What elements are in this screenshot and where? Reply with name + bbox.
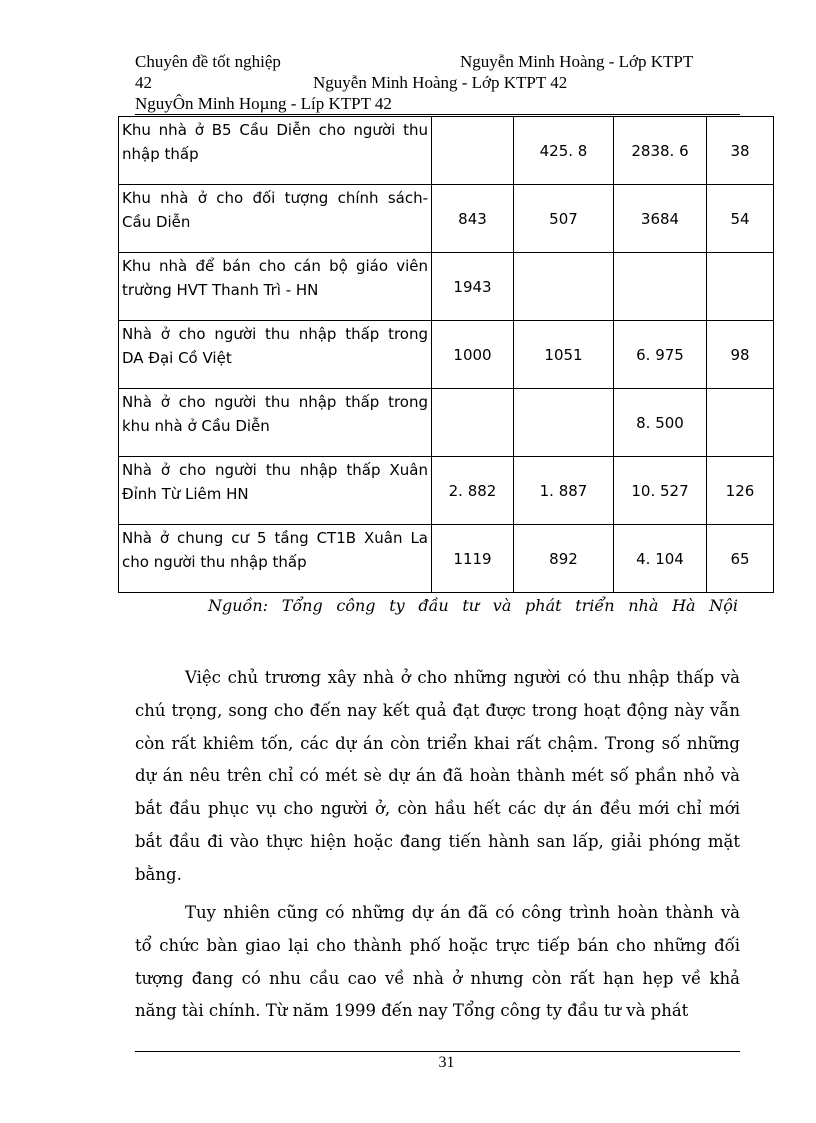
value-cell-c1	[432, 117, 514, 185]
project-name-line: Cầu Diễn	[122, 213, 191, 231]
paragraph-line: bắt đầu đi vào thực hiện hoặc đang tiến hành san lấp, giải phóng mặt	[135, 831, 740, 851]
table-row	[119, 253, 774, 321]
value-cell-c1: 1943	[432, 253, 514, 321]
body-paragraph-2	[135, 897, 740, 1028]
paragraph-line: bằng.	[135, 864, 182, 884]
value-cell-c1	[432, 389, 514, 457]
project-name-line: Khu nhà ở cho đối tượng chính sách-	[122, 189, 428, 207]
table-source-note: Nguồn: Tổng công ty đầu tư và phát triển nhà Hà Nội	[208, 596, 738, 615]
project-name-line: Nhà ở chung cư 5 tầng CT1B Xuân La	[122, 529, 428, 547]
value-cell-c2: 425. 8	[514, 117, 614, 185]
project-name-line: trường HVT Thanh Trì - HN	[122, 281, 319, 299]
project-name-line: DA Đại Cồ Việt	[122, 349, 232, 367]
value-cell-c1: 1119	[432, 525, 514, 593]
header-divider	[135, 114, 740, 115]
project-name-cell	[119, 117, 432, 185]
value-cell-c2: 507	[514, 185, 614, 253]
project-name-line: Khu nhà để bán cho cán bộ giáo viên	[122, 257, 428, 275]
project-name-cell	[119, 185, 432, 253]
paragraph-line: tổ chức bàn giao lại cho thành phố hoặc trực tiếp bán cho những đối	[135, 935, 740, 955]
project-name-line: Nhà ở cho người thu nhập thấp trong	[122, 393, 428, 411]
body-paragraph-1	[135, 662, 740, 892]
footer-divider	[135, 1051, 740, 1052]
header-author-repeat: Nguyễn Minh Hoàng - Lớp KTPT 42	[313, 73, 568, 92]
value-cell-c4: 98	[707, 321, 774, 389]
value-cell-c4	[707, 253, 774, 321]
value-cell-c1: 2. 882	[432, 457, 514, 525]
value-cell-c2	[514, 253, 614, 321]
paragraph-line: còn rất khiêm tốn, các dự án còn triển khai rất chậm. Trong số những	[135, 733, 740, 753]
value-cell-c4: 65	[707, 525, 774, 593]
project-name-line: Nhà ở cho người thu nhập thấp trong	[122, 325, 428, 343]
value-cell-c3: 6. 975	[614, 321, 707, 389]
value-cell-c1: 843	[432, 185, 514, 253]
value-cell-c3: 8. 500	[614, 389, 707, 457]
header-document-type: Chuyên đề tốt nghiệp	[135, 52, 281, 71]
header-class-number: 42	[135, 73, 152, 92]
value-cell-c2: 892	[514, 525, 614, 593]
value-cell-c4	[707, 389, 774, 457]
project-name-line: cho người thu nhập thấp	[122, 553, 307, 571]
project-name-cell	[119, 525, 432, 593]
value-cell-c3: 3684	[614, 185, 707, 253]
value-cell-c3: 2838. 6	[614, 117, 707, 185]
value-cell-c3: 10. 527	[614, 457, 707, 525]
value-cell-c4: 38	[707, 117, 774, 185]
paragraph-line: dự án nêu trên chỉ có mét sè dự án đã hoàn thành mét số phần nhỏ và	[135, 766, 740, 786]
project-name-line: Khu nhà ở B5 Cầu Diễn cho người thu	[122, 121, 428, 139]
value-cell-c4: 54	[707, 185, 774, 253]
value-cell-c2: 1. 887	[514, 457, 614, 525]
project-name-line: Đỉnh Từ Liêm HN	[122, 485, 249, 503]
paragraph-line: năng tài chính. Từ năm 1999 đến nay Tổng công ty đầu tư và phát	[135, 1001, 689, 1021]
value-cell-c2: 1051	[514, 321, 614, 389]
value-cell-c2	[514, 389, 614, 457]
table-row	[119, 185, 774, 253]
value-cell-c3	[614, 253, 707, 321]
header-author-garbled: NguyÔn Minh Hoµng - Líp KTPT 42	[135, 94, 392, 113]
table-row	[119, 525, 774, 593]
paragraph-line: Việc chủ trương xây nhà ở cho những người có thu nhập thấp và	[185, 668, 740, 687]
paragraph-line: tượng đang có nhu cầu cao về nhà ở nhưng còn rất hạn hẹp về khả	[135, 968, 740, 988]
project-name-line: nhập thấp	[122, 145, 199, 163]
table-row	[119, 389, 774, 457]
header-author: Nguyễn Minh Hoàng - Lớp KTPT	[460, 52, 694, 71]
housing-projects-table	[118, 116, 774, 593]
project-name-cell	[119, 253, 432, 321]
table-row	[119, 117, 774, 185]
paragraph-line: bắt đầu phục vụ cho người ở, còn hầu hết các dự án đều mới chỉ mới	[135, 799, 740, 819]
value-cell-c1: 1000	[432, 321, 514, 389]
paragraph-line: chú trọng, song cho đến nay kết quả đạt được trong hoạt động này vẫn	[135, 700, 740, 720]
project-name-cell	[119, 457, 432, 525]
table-row	[119, 457, 774, 525]
project-name-cell	[119, 321, 432, 389]
project-name-cell	[119, 389, 432, 457]
table-row	[119, 321, 774, 389]
value-cell-c3: 4. 104	[614, 525, 707, 593]
paragraph-line: Tuy nhiên cũng có những dự án đã có công trình hoàn thành và	[185, 903, 740, 922]
project-name-line: khu nhà ở Cầu Diễn	[122, 417, 270, 435]
value-cell-c4: 126	[707, 457, 774, 525]
project-name-line: Nhà ở cho người thu nhập thấp Xuân	[122, 461, 428, 479]
page-number: 31	[438, 1054, 455, 1071]
